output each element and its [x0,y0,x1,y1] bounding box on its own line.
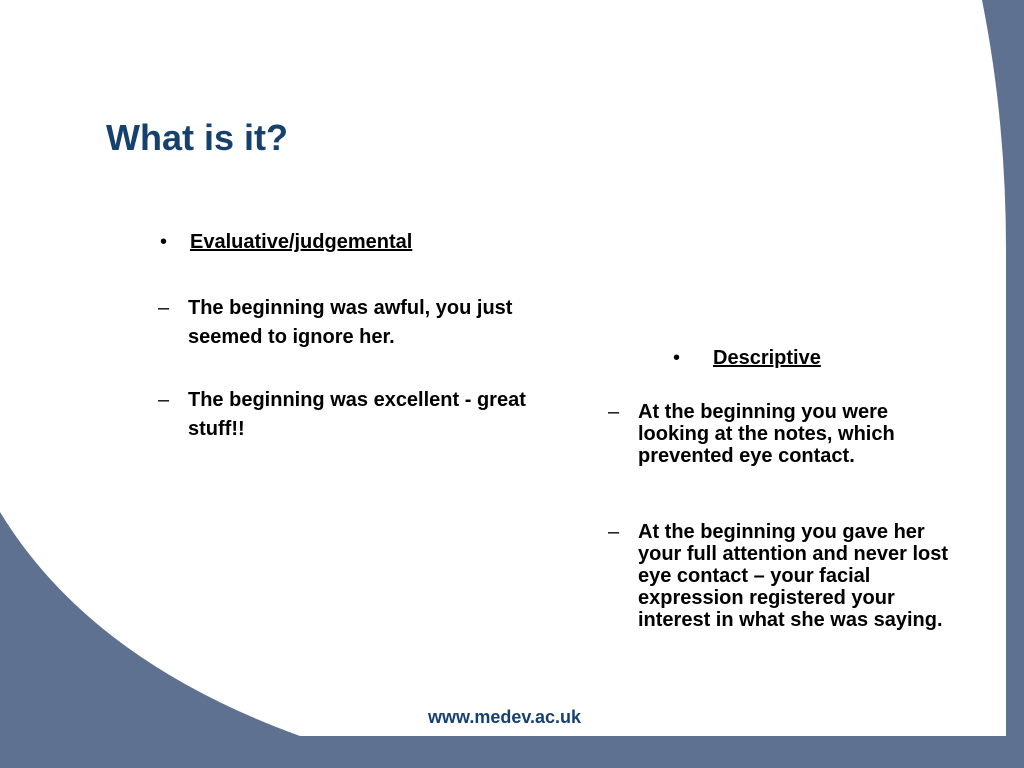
dash-icon: – [158,389,170,411]
right-item-2 [608,521,958,631]
left-heading [160,230,412,254]
left-item-2 [158,386,528,444]
descriptive-heading: Descriptive [713,347,821,369]
right-heading [673,346,821,370]
left-item-1-text: The beginning was awful, you just seemed to ignore her. [188,297,513,348]
right-item-2-text: At the beginning you gave her your full attention and never lost eye contact – your facial expression registered your interest in what she was saying. [638,521,949,631]
slide-title: What is it? [106,117,288,158]
bullet-icon: • [160,231,168,253]
right-item-1 [608,401,958,467]
footer-url: www.medev.ac.uk [428,707,582,727]
evaluative-heading: Evaluative/judgemental [190,231,413,253]
left-item-2-text: The beginning was excellent - great stuff!! [188,389,526,440]
left-item-1 [158,294,528,352]
dash-icon: – [608,521,620,543]
bullet-icon: • [673,347,681,369]
dash-icon: – [158,297,170,319]
right-item-1-text: At the beginning you were looking at the notes, which prevented eye contact. [638,401,895,467]
dash-icon: – [608,401,620,423]
